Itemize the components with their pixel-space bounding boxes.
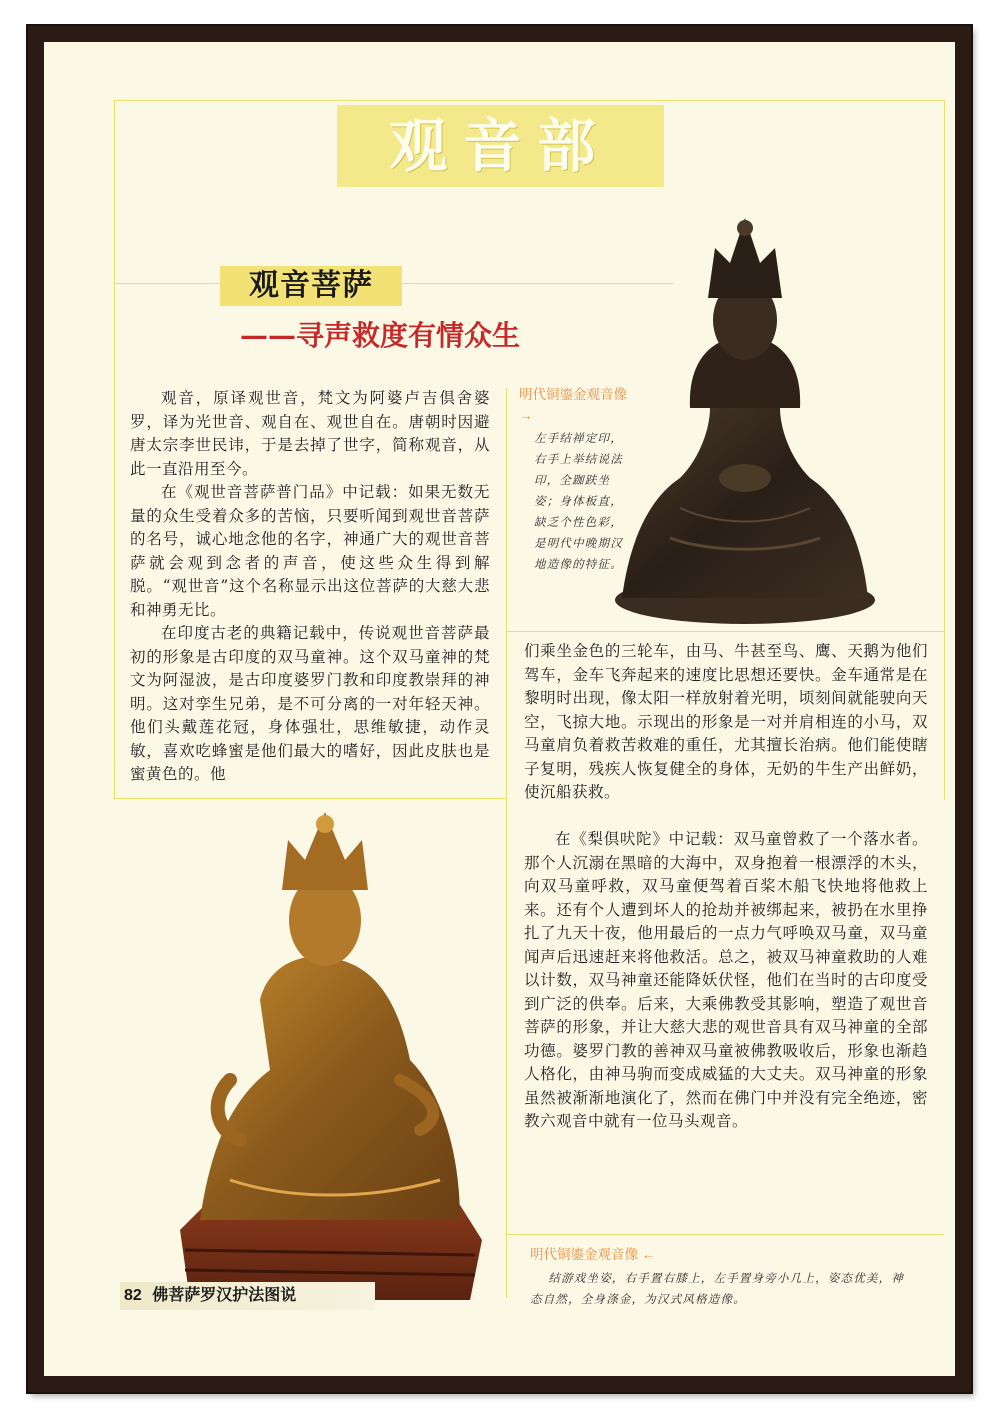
top-rule [114, 100, 944, 101]
paragraph: 观音，原译观世音，梵文为阿婆卢吉倶舍婆罗，译为光世音、观自在、观世自在。唐朝时因避唐太宗李世民讳，于是去掉了世字，简称观音，从此一直沿用至今。 [130, 389, 490, 478]
left-column-bottom-rule [114, 798, 506, 799]
gilt-guanyin-statue-image [170, 800, 492, 1310]
banner-title: 观音部 [337, 105, 664, 187]
caption-top-text: 左手结禅定印，右手上举结说法印，全跏趺坐姿；身体板直，缺乏个性色彩，是明代中晚期汉地造像的特征。 [534, 431, 623, 571]
left-text-column [130, 387, 490, 787]
paragraph: 们乘坐金色的三轮车，由马、牛甚至鸟、鹰、天鹅为他们驾车，金车飞奔起来的速度比思想还要快。金车通常是在黎明时出现，像太阳一样放射着光明，顷刻间就能驶向天空，飞掠大地。示现出的形象是一对并肩相连的小马，双马童肩负着救苦救难的重任，尤其擅长治病。他们能使瞎子复明，残疾人恢复健全的身体，无奶的牛生产出鲜奶，使沉船获救。 [524, 642, 928, 801]
bronze-guanyin-statue-image [610, 208, 880, 626]
right-rule [944, 100, 945, 800]
section-subtitle: ——寻声救度有情众生 [240, 319, 521, 352]
column-break-rule [506, 631, 944, 632]
paragraph: 在印度古老的典籍记载中，传说观世音菩萨最初的形象是古印度的双马童神。这个双马童神的梵文为阿湿波，是古印度婆罗门教和印度教崇拜的神明。这对孪生兄弟，是不可分离的一对年轻天神。他们头戴莲花冠，身体强壮，思维敏捷，动作灵敏，喜欢吃蜂蜜是他们最大的嗜好，因此皮肤也是蜜黄色的。他 [130, 624, 490, 783]
right-text-column-lower [524, 828, 928, 1134]
paragraph: 在《梨倶吠陀》中记载：双马童曾救了一个落水者。那个人沉溺在黑暗的大海中，双身抱着一根漂浮的木头，向双马童呼救，双马童便驾着百桨木船飞快地将他救上来。还有个人遭到坏人的抢劫并被绑起来，被扔在水里挣扎了九天十夜，他用最后的一点力气呼唤双马童，双马童闻声后迅速赶来将他救活。总之，被双马神童救助的人难以计数，双马神童还能降妖伏怪，他们在当时的古印度受到广泛的供奉。后来，大乘佛教受其影响，塑造了观世音菩萨的形象，并让大慈大悲的观世音具有双马神童的全部功德。婆罗门教的善神双马童被佛教吸收后，形象也渐趋人格化，由神马驹而变成威猛的大丈夫。双马神童的形象虽然被渐渐地演化了，然而在佛门中并没有完全绝迹，密教六观音中就有一位马头观音。 [524, 830, 928, 1130]
page-number: 82 [124, 1287, 142, 1304]
paragraph: 在《观世音菩萨普门品》中记载：如果无数无量的众生受着众多的苦恼，只要听闻到观世音菩萨的名号，诚心地念他的名字，神通广大的观世音菩萨就会观到念者的声音，使这些众生得到解脱。“观世音”这个名称显示出这位菩萨的大慈大悲和神勇无比。 [130, 483, 490, 619]
book-page [44, 42, 955, 1376]
book-title: 佛菩萨罗汉护法图说 [152, 1287, 297, 1304]
caption-bottom-title: 明代铜鎏金观音像 ← [530, 1247, 656, 1262]
lower-right-rule [506, 798, 507, 1298]
right-text-column-upper [524, 640, 928, 805]
caption-rule [506, 1234, 944, 1235]
page-footer [120, 1282, 375, 1310]
caption-top-title: 明代铜鎏金观音像 → [519, 387, 627, 423]
left-rule [114, 100, 115, 800]
center-rule [506, 388, 507, 798]
section-title: 观音菩萨 [220, 266, 402, 306]
caption-bottom-text: 结游戏坐姿，右手置右膝上，左手置身旁小几上，姿态优美，神态自然，全身涤金，为汉式风格造像。 [530, 1271, 904, 1306]
